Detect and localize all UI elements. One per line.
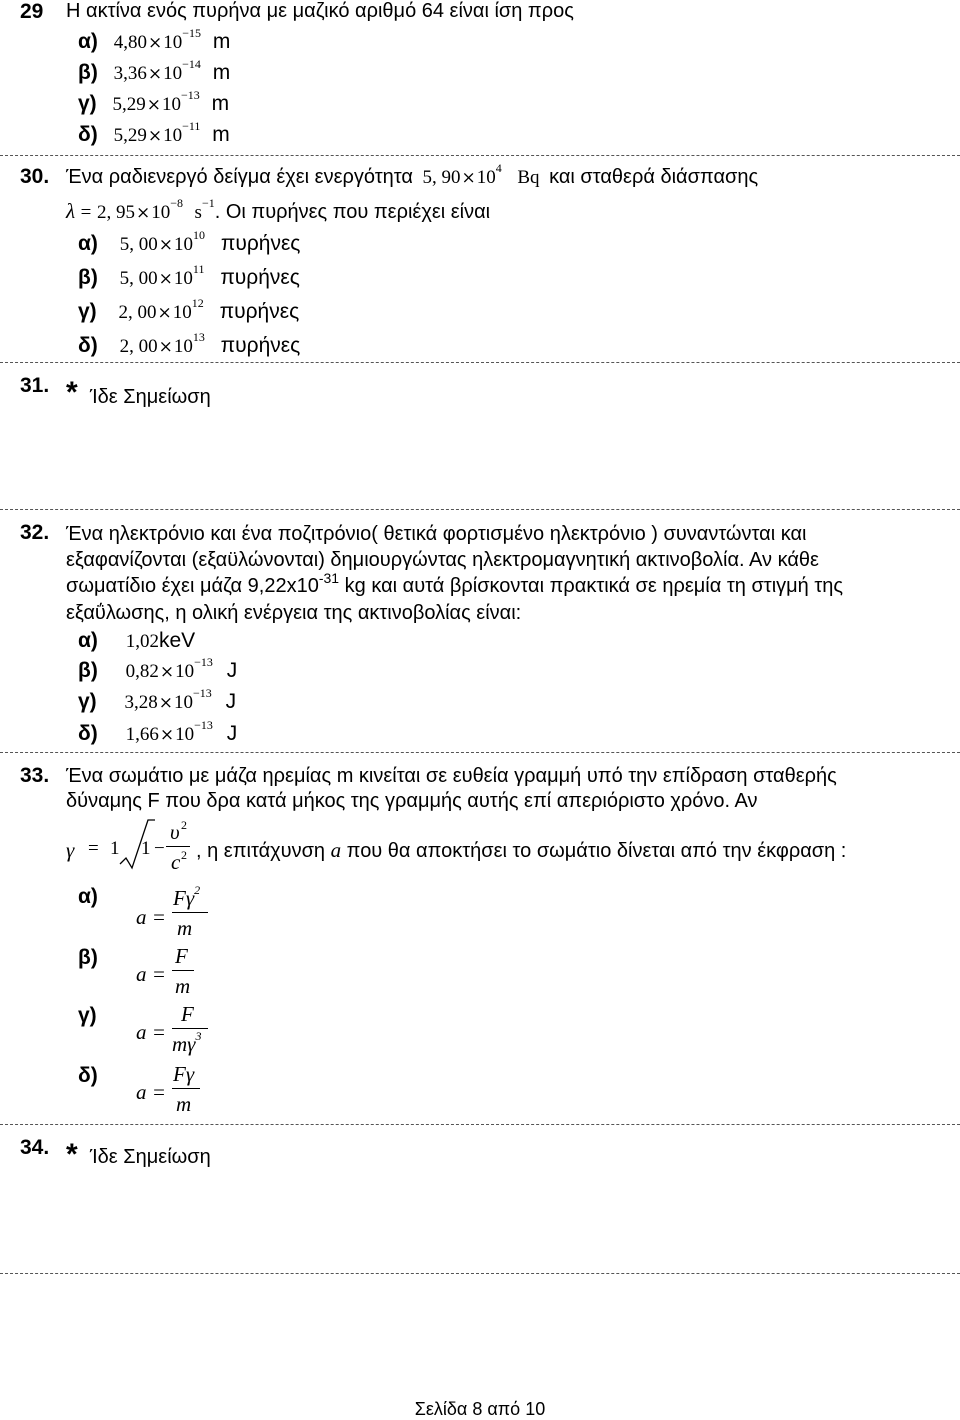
unit: πυρήνες [220,232,301,255]
q31-number: 31. [20,374,50,397]
times-sign: × [158,693,174,713]
base: 10 [174,234,193,255]
c-exponent: 2 [181,848,187,862]
q33-line-2: δύναμης F που δρα κατά μήκος της γραμμής αυτής επί απεριόριστο χρόνο. Αν [66,790,758,812]
upsilon-symbol: υ [170,820,180,844]
numerator: F [175,944,188,968]
q30-question-end: . Οι πυρήνες που περιέχει είναι [214,201,491,223]
option-label: γ) [78,92,97,115]
divider [0,155,960,156]
q32-option-d[interactable] [78,718,238,746]
q29-option-c[interactable] [78,88,230,116]
exponent: −13 [194,718,213,732]
page-footer: Σελίδα 8 από 10 [414,1399,546,1419]
times-sign: × [461,168,476,188]
q34-number: 34. [20,1136,50,1159]
acceleration-symbol: a [330,838,342,862]
activity-unit: Bq [517,167,540,188]
denominator [172,1029,202,1057]
exponent: −15 [182,26,202,40]
mantissa: 5,29 [113,125,147,146]
lambda-exponent: −8 [170,196,183,210]
times-sign: × [158,269,173,289]
exponent: −11 [182,119,201,133]
minus-sign: − [154,838,165,859]
times-sign: × [135,203,151,223]
upsilon-exponent: 2 [181,818,187,832]
q33-line-3-start: , η επιτάχυνση [196,840,326,862]
mantissa: 5,29 [112,94,146,115]
q33-line-3 [196,838,846,863]
mantissa: 4,80 [113,32,147,53]
q29-option-d[interactable] [78,119,230,147]
numerator-exponent: 2 [194,883,201,897]
denominator-exponent: 3 [195,1029,202,1043]
q32-line-3-rest: kg και αυτά βρίσκονται πρακτικά σε ηρεμία τη στιγμή της [339,575,844,597]
divider [0,509,960,510]
q29-option-a[interactable] [78,26,231,54]
times-sign: × [158,235,173,255]
divider [0,362,960,363]
equals-sign: = [88,838,99,859]
q30-option-d[interactable] [78,330,301,358]
q32-mass-exponent: -31 [318,570,340,586]
times-sign: × [159,662,175,682]
q32-number: 32. [20,521,50,544]
fraction-bar [172,912,208,913]
activity-base: 10 [476,167,496,188]
option-label: β) [78,266,98,289]
exponent: −13 [194,655,213,669]
one-numerator: 1 [110,838,120,859]
numerator-text: Fγ [173,886,195,910]
fraction-bar [172,970,194,971]
q31-star-icon: * [66,376,78,409]
unit: J [226,659,238,682]
one-under-root: 1 [141,838,151,859]
option-label: β) [78,659,98,682]
q30-question-start: Ένα ραδιενεργό δείγμα έχει ενεργότητα [66,166,413,188]
unit: m [211,92,230,115]
option-label: γ) [78,690,97,713]
fraction-bar [166,846,190,847]
option-label: γ) [78,1004,97,1027]
activity-exponent: 4 [495,161,502,175]
divider [0,1273,960,1274]
mantissa: 5, 00 [119,268,158,289]
lhs: a = [136,962,166,986]
denominator: m [176,1092,192,1116]
times-sign: × [148,33,163,53]
option-label: β) [78,61,98,84]
base: 10 [163,32,183,53]
q32-question [66,521,950,626]
mantissa: 0,82 [125,661,159,682]
value: 1,02 [125,631,159,652]
q30-question-line2 [66,196,491,224]
base: 10 [173,268,193,289]
q32-option-b[interactable] [78,655,238,683]
lambda-base: 10 [151,202,171,223]
times-sign: × [159,725,175,745]
mantissa: 2, 00 [118,302,157,323]
option-label: β) [78,946,98,969]
base: 10 [175,661,195,682]
q33-number: 33. [20,764,50,787]
unit: keV [159,629,196,652]
mantissa: 2, 00 [119,336,158,357]
option-label: α) [78,629,98,652]
base: 10 [173,336,193,357]
unit: m [212,61,231,84]
option-label: δ) [78,722,98,745]
divider [0,752,960,753]
mantissa: 3,36 [113,63,147,84]
denominator-text: mγ [172,1032,196,1056]
exponent: 10 [193,228,205,242]
q30-option-c[interactable] [78,296,300,324]
q32-option-a[interactable] [78,629,195,653]
q33-line-3-rest: που θα αποκτήσει το σωμάτιο δίνεται από την έκφραση : [346,840,847,862]
q32-option-c[interactable] [78,686,237,714]
q32-line-3 [66,570,950,600]
base: 10 [172,302,192,323]
mantissa: 5, 00 [119,234,158,255]
q33-line-1: Ένα σωμάτιο με μάζα ηρεμίας m κινείται σε ευθεία γραμμή υπό την επίδραση σταθερής [66,765,837,787]
option-label: α) [78,885,98,908]
unit: πυρήνες [220,334,301,357]
option-label: α) [78,232,98,255]
q32-line-2: εξαφανίζονται (εξαϋλώνονται) δημιουργώντας ηλεκτρομαγνητική ακτινοβολία. Αν κάθε [66,549,819,571]
lhs: a = [136,1020,166,1044]
exponent: 13 [192,330,205,344]
exponent: −14 [182,57,201,71]
numerator: Fγ [173,1062,195,1086]
unit: J [226,722,238,745]
lambda-unit-exponent: −1 [201,196,215,210]
lhs: a = [136,1080,166,1104]
base: 10 [175,724,195,745]
q32-line-1: Ένα ηλεκτρόνιο και ένα ποζιτρόνιο( θετικά φορτισμένο ηλεκτρόνιο ) συναντώνται και [66,523,807,545]
option-label: δ) [78,334,98,357]
q30-option-b[interactable] [78,262,300,290]
unit: m [212,30,231,53]
mantissa: 3,28 [124,692,158,713]
option-label: δ) [78,1064,98,1087]
exponent: 12 [191,296,204,310]
mantissa: 1,66 [125,724,159,745]
q31-note-link[interactable]: Ίδε Σημείωση [90,386,211,408]
q32-line-3-text: σωματίδιο έχει μάζα 9,22x10 [66,575,319,597]
times-sign: × [146,95,162,115]
q30-question-mid: και σταθερά διάσπασης [549,166,759,188]
exponent: −13 [193,686,212,700]
q30-number: 30. [20,165,50,188]
unit: m [212,123,230,146]
q29-number: 29 [20,0,44,23]
q32-line-4: εξαΰλωσης, η ολική ενέργεια της ακτινοβολίας είναι: [66,602,522,624]
gamma-symbol: γ [66,838,75,862]
denominator: m [177,916,193,940]
fraction-bar [172,1028,208,1029]
q30-option-a[interactable] [78,228,301,256]
option-label: α) [78,30,98,53]
times-sign: × [147,64,163,84]
c-symbol: c [171,850,181,874]
denominator: m [175,974,191,998]
exponent: 11 [192,262,205,276]
lambda-mantissa: 2, 95 [96,202,135,223]
divider [0,1124,960,1125]
option-label: δ) [78,123,98,146]
base: 10 [163,125,183,146]
unit: J [225,690,237,713]
q34-star-icon: * [66,1138,78,1171]
base: 10 [162,94,182,115]
q29-question: Η ακτίνα ενός πυρήνα με μαζικό αριθμό 64 είναι ίση προς [66,0,574,22]
base: 10 [163,63,183,84]
exponent: −13 [181,88,200,102]
q30-question-line1 [66,161,759,189]
option-label: γ) [78,300,97,323]
fraction-bar [172,1088,200,1089]
lhs: a = [136,905,166,929]
numerator: F [181,1002,194,1026]
q29-option-b[interactable] [78,57,231,85]
times-sign: × [157,303,172,323]
unit: πυρήνες [220,266,300,289]
q34-note-link[interactable]: Ίδε Σημείωση [90,1146,211,1168]
times-sign: × [147,126,163,146]
unit: πυρήνες [219,300,300,323]
equals-sign: = [80,202,92,223]
times-sign: × [158,337,173,357]
numerator [173,883,201,911]
lambda-symbol: λ [66,199,76,223]
lambda-unit: s [194,202,202,223]
activity-mantissa: 5, 90 [422,167,461,188]
base: 10 [174,692,194,713]
q33-question [66,764,950,814]
